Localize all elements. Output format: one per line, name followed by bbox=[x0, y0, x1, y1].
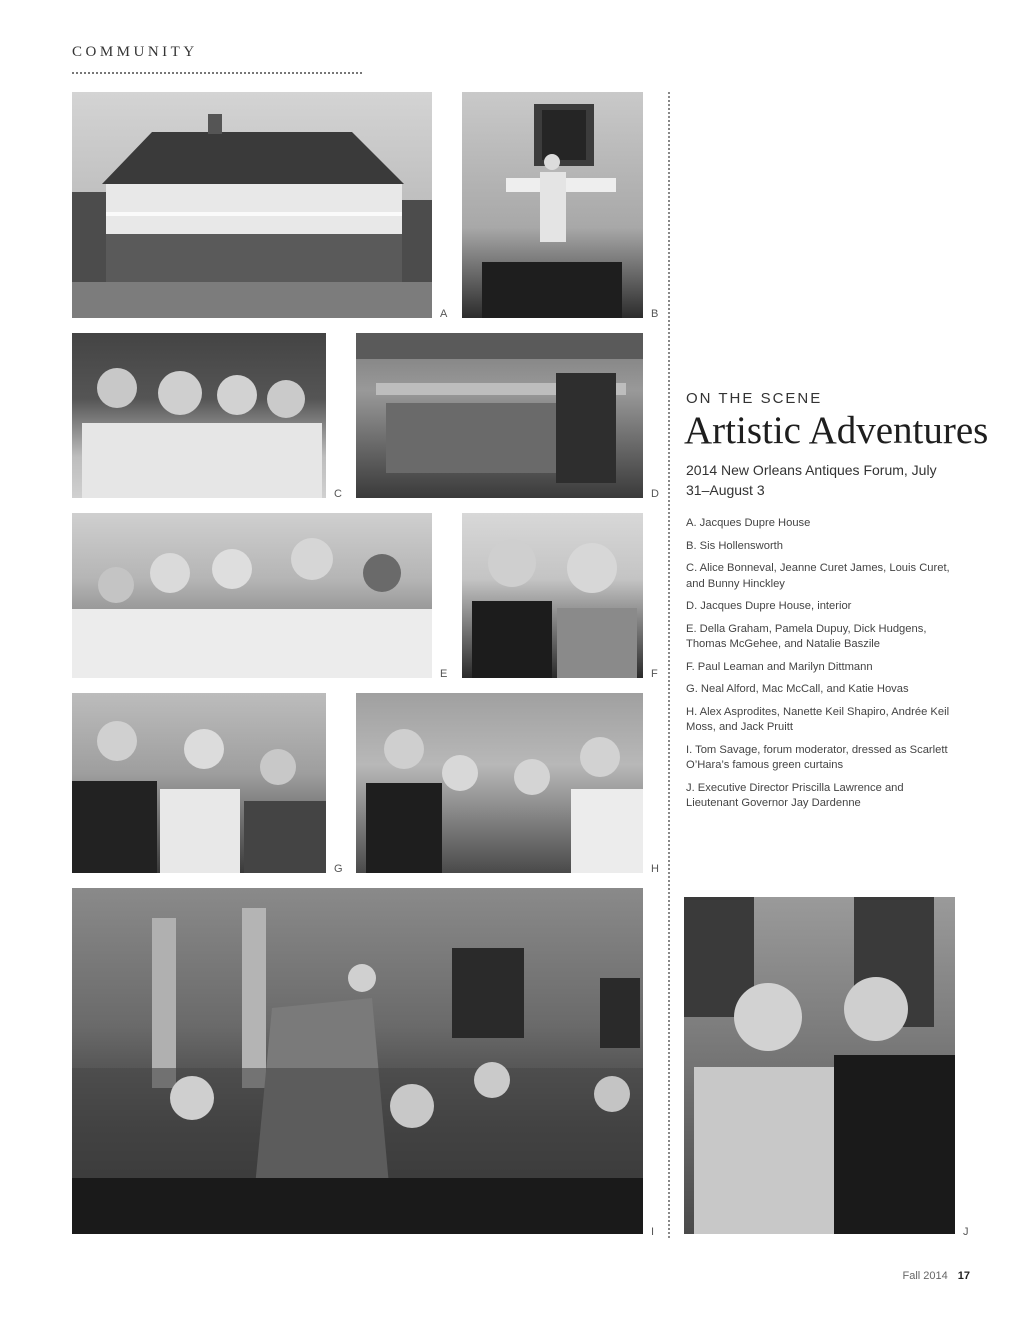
photo-g bbox=[72, 693, 326, 873]
photo-c bbox=[72, 333, 326, 498]
photo-f-label: F bbox=[651, 668, 658, 680]
caption-b: B. Sis Hollensworth bbox=[686, 539, 783, 552]
article-headline: Artistic Adventures bbox=[684, 409, 989, 452]
section-title: COMMUNITY bbox=[72, 44, 198, 60]
issue-label: Fall 2014 bbox=[902, 1270, 948, 1282]
photo-d-label: D bbox=[651, 488, 659, 500]
photo-e-label: E bbox=[440, 668, 448, 680]
photo-h bbox=[356, 693, 643, 873]
page-number: 17 bbox=[957, 1270, 970, 1282]
caption-h: H. Alex Asprodites, Nanette Keil Shapiro, Andrée Keil Moss, and Jack Pruitt bbox=[686, 705, 950, 733]
photo-h-label: H bbox=[651, 863, 659, 875]
photo-c-label: C bbox=[334, 488, 342, 500]
photo-i bbox=[72, 888, 643, 1234]
article-subhead: 2014 New Orleans Antiques Forum, July 31–August 3 bbox=[686, 462, 937, 498]
caption-d: D. Jacques Dupre House, interior bbox=[686, 600, 852, 612]
photo-b-label: B bbox=[651, 308, 659, 320]
page-footer bbox=[902, 1270, 970, 1282]
caption-e: E. Della Graham, Pamela Dupuy, Dick Hudgens, Thomas McGehee, and Natalie Baszile bbox=[686, 622, 927, 650]
photo-g-label: G bbox=[334, 863, 343, 875]
caption-c: C. Alice Bonneval, Jeanne Curet James, Louis Curet, and Bunny Hinckley bbox=[686, 562, 950, 590]
caption-list bbox=[686, 516, 956, 819]
caption-a: A. Jacques Dupre House bbox=[686, 517, 811, 529]
caption-j: J. Executive Director Priscilla Lawrence and Lieutenant Governor Jay Dardenne bbox=[686, 781, 904, 809]
photo-b bbox=[462, 92, 643, 318]
caption-f: F. Paul Leaman and Marilyn Dittmann bbox=[686, 660, 873, 673]
caption-i: I. Tom Savage, forum moderator, dressed as Scarlett O’Hara’s famous green curtains bbox=[686, 743, 948, 771]
column-divider bbox=[668, 92, 670, 1238]
photo-a bbox=[72, 92, 432, 318]
photo-j-label: J bbox=[963, 1226, 969, 1238]
photo-e bbox=[72, 513, 432, 678]
article-kicker: ON THE SCENE bbox=[686, 390, 823, 407]
section-rule bbox=[72, 72, 362, 74]
photo-f bbox=[462, 513, 643, 678]
photo-a-label: A bbox=[440, 308, 448, 320]
photo-d bbox=[356, 333, 643, 498]
photo-i-label: I bbox=[651, 1226, 655, 1238]
photo-j bbox=[684, 897, 955, 1234]
caption-g: G. Neal Alford, Mac McCall, and Katie Hovas bbox=[686, 683, 909, 695]
